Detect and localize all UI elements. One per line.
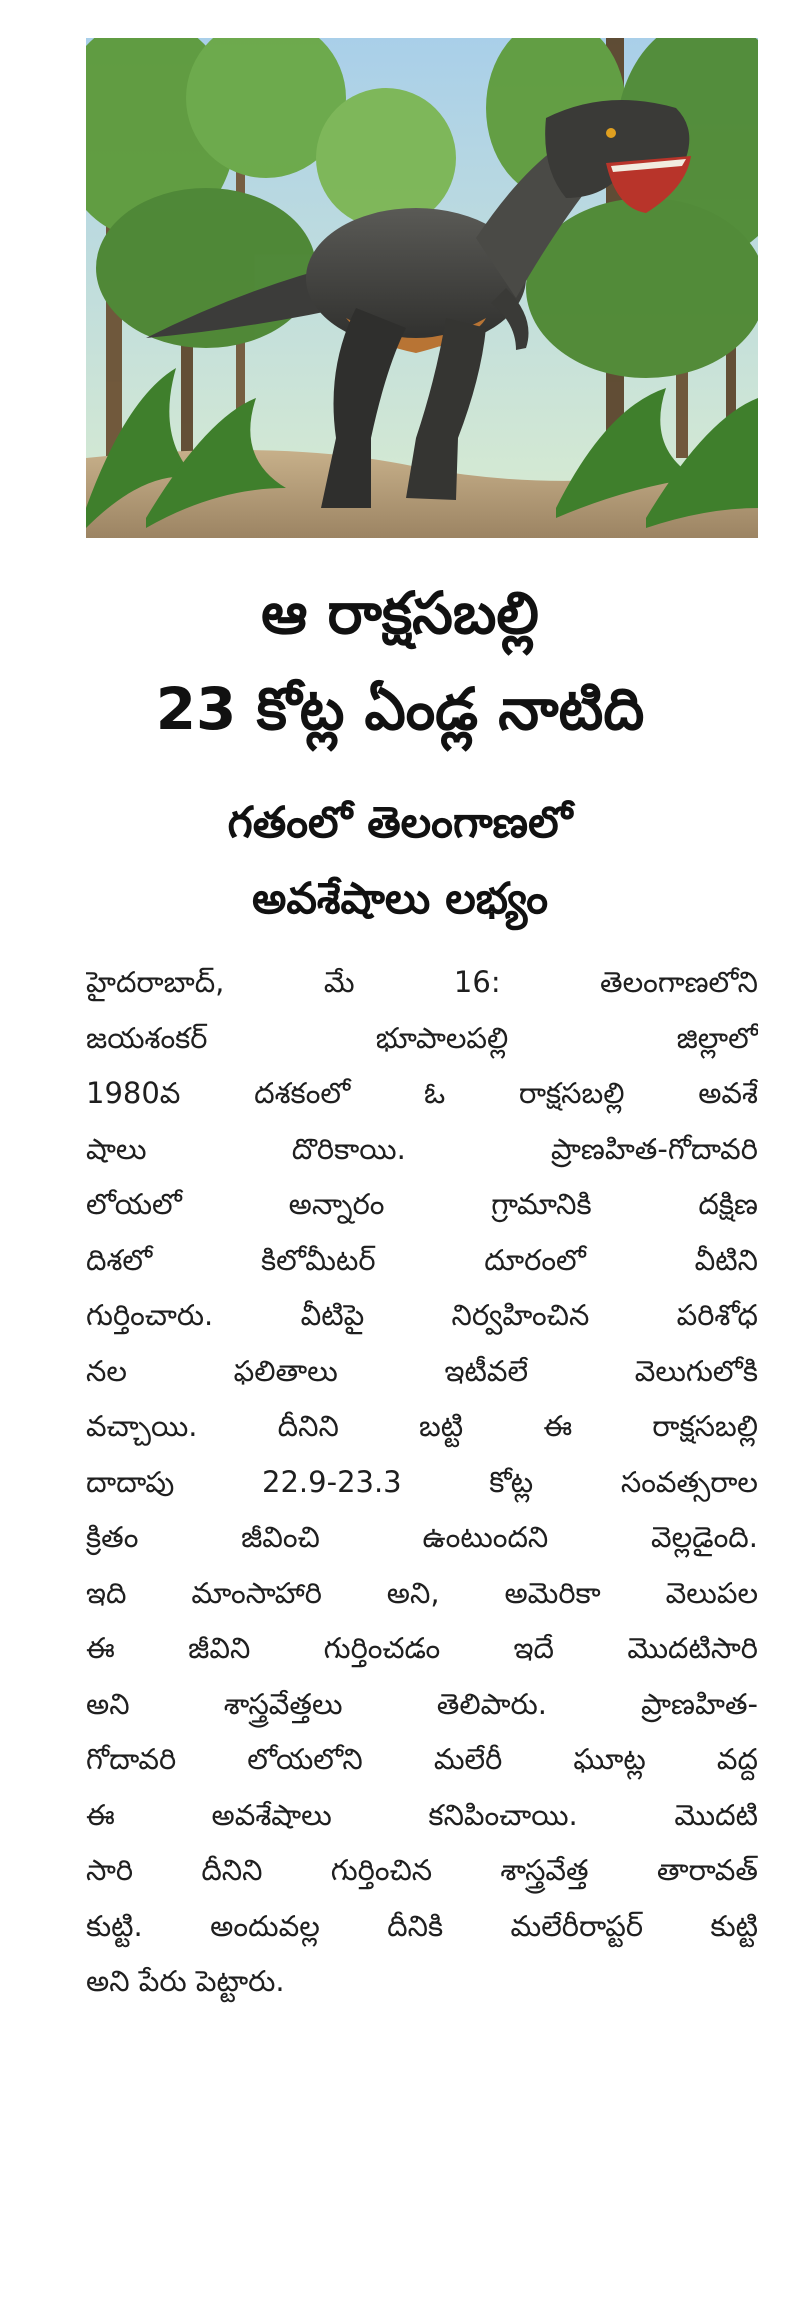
dinosaur-illustration <box>86 38 758 538</box>
body-line: గోదావరి లోయలోని మలేరీ ఘూట్ల వద్ద <box>86 1742 758 1776</box>
body-line: ఇది మాంసాహారి అని, అమెరికా వెలుపల <box>86 1575 758 1610</box>
body-line: జయశంకర్ భూపాలపల్లి జిల్లాలో <box>86 1020 758 1055</box>
body-line: ఈ జీవిని గుర్తించడం ఇదే మొదటిసారి <box>86 1631 758 1665</box>
body-line: గుర్తించారు. వీటిపై నిర్వహించిన పరిశోధ <box>86 1298 758 1332</box>
subheadline-line-2: అవశేషాలు లభ్యం <box>251 874 549 924</box>
body-line: సారి దీనిని గుర్తించిన శాస్త్రవేత్త తారావత్ <box>86 1853 758 1887</box>
article-body <box>86 955 758 2010</box>
body-line: దిశలో కిలోమీటర్ దూరంలో వీటిని <box>86 1242 758 1277</box>
article-photo <box>86 38 758 538</box>
headline-line-2: 23 కోట్ల ఏండ్ల నాటిది <box>155 675 645 743</box>
body-line: కుట్టి. అందువల్ల దీనికి మలేరీరాప్టర్ కుట్టి <box>86 1908 758 1943</box>
body-line: ఈ అవశేషాలు కనిపించాయి. మొదటి <box>86 1797 758 1832</box>
body-line: నల ఫలితాలు ఇటీవలే వెలుగులోకి <box>86 1353 758 1388</box>
body-line: లోయలో అన్నారం గ్రామానికి దక్షిణ <box>86 1187 758 1221</box>
body-line: 1980వ దశకంలో ఓ రాక్షసబల్లి అవశే <box>86 1076 758 1110</box>
body-line: అని పేరు పెట్టారు. <box>86 1964 285 1998</box>
subheadline-line-1: గతంలో తెలంగాణలో <box>227 798 573 848</box>
body-line: క్రితం జీవించి ఉంటుందని వెల్లడైంది. <box>86 1520 758 1554</box>
body-line: షాలు దొరికాయి. ప్రాణహిత-గోదావరి <box>86 1131 758 1166</box>
body-line: దాదాపు 22.9-23.3 కోట్ల సంవత్సరాల <box>86 1464 758 1499</box>
headline-line-1: ఆ రాక్షసబల్లి <box>261 579 539 647</box>
body-line: అని శాస్త్రవేత్తలు తెలిపారు. ప్రాణహిత- <box>86 1686 758 1721</box>
body-line: హైదరాబాద్, మే 16: తెలంగాణలోని <box>86 965 758 999</box>
body-line: వచ్చాయి. దీనిని బట్టి ఈ రాక్షసబల్లి <box>86 1409 758 1443</box>
